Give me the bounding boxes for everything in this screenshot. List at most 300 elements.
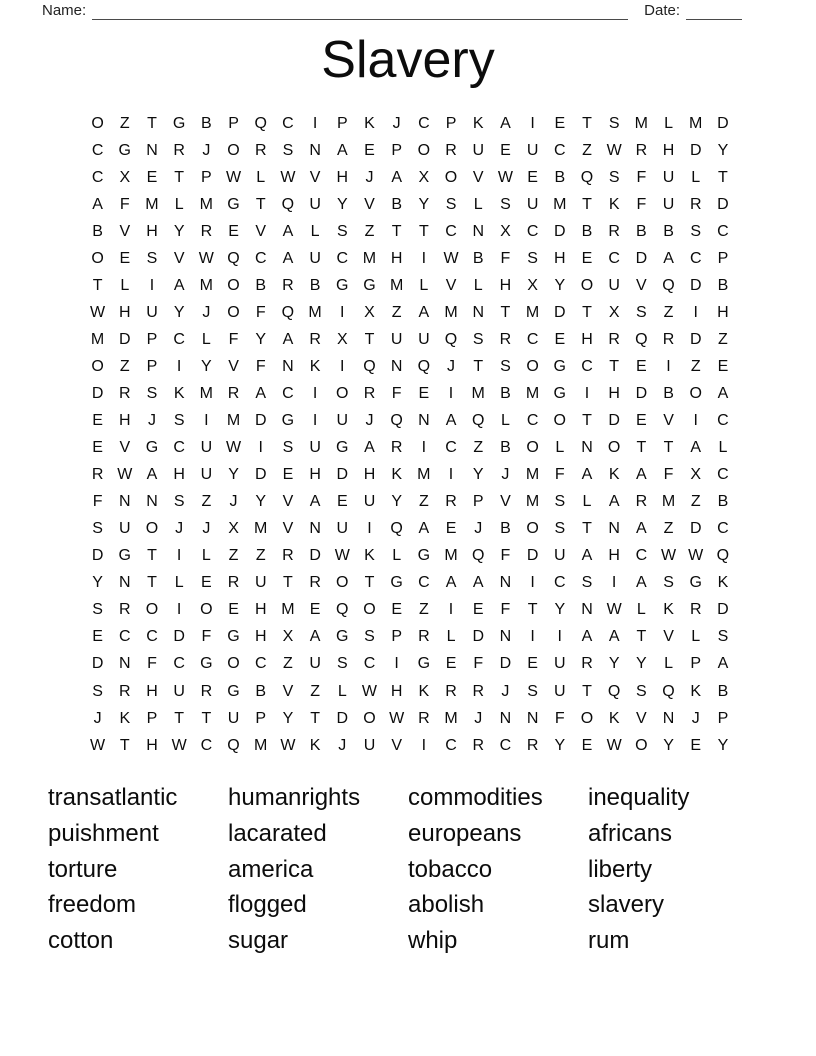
grid-cell: B [717, 276, 729, 294]
word-item: america [228, 855, 314, 883]
grid-cell: V [309, 168, 321, 186]
grid-cell: Z [663, 303, 674, 321]
word-item: freedom [48, 891, 137, 919]
grid-cell: A [445, 574, 457, 592]
grid-cell: L [691, 168, 701, 186]
grid-cell: S [636, 682, 647, 700]
grid-cell: R [472, 682, 484, 700]
grid-cell: U [309, 439, 321, 457]
grid-cell: Y [554, 276, 566, 294]
grid-cell: W [688, 547, 704, 565]
grid-cell: H [608, 384, 620, 402]
grid-cell: V [255, 222, 267, 240]
grid-cell: D [173, 628, 185, 646]
grid-cell: A [309, 628, 321, 646]
grid-cell: I [340, 357, 345, 375]
grid-cell: H [554, 249, 566, 267]
grid-cell: Z [364, 222, 375, 240]
grid-cell: Q [390, 520, 403, 538]
grid-cell: X [418, 168, 430, 186]
grid-cell: H [119, 303, 131, 321]
grid-cell: I [421, 439, 427, 457]
grid-cell: E [228, 601, 239, 619]
grid-cell: F [500, 601, 511, 619]
grid-cell: D [472, 628, 484, 646]
grid-cell: W [443, 249, 459, 267]
grid-cell: R [309, 574, 321, 592]
grid-cell: J [202, 141, 211, 159]
grid-cell: Y [418, 195, 430, 213]
grid-cell: N [499, 709, 512, 727]
grid-cell: F [473, 655, 484, 673]
grid-cell: D [254, 412, 267, 430]
word-item: cotton [48, 927, 114, 955]
grid-cell: O [580, 276, 594, 294]
grid-cell: T [255, 195, 266, 213]
grid-cell: U [254, 574, 267, 592]
grid-cell: S [500, 357, 511, 375]
grid-cell: C [418, 574, 430, 592]
grid-cell: H [173, 466, 185, 484]
name-label: Name: [42, 2, 87, 19]
grid-cell: U [173, 682, 185, 700]
grid-cell: H [119, 412, 131, 430]
grid-cell: Y [282, 709, 294, 727]
grid-cell: M [362, 249, 377, 267]
grid-cell: C [119, 628, 131, 646]
grid-cell: Q [254, 114, 267, 132]
grid-cell: L [392, 547, 402, 565]
grid-cell: P [336, 114, 348, 132]
grid-cell: H [717, 303, 729, 321]
grid-cell: L [174, 574, 184, 592]
grid-cell: A [608, 493, 620, 511]
grid-cell: S [554, 520, 566, 538]
grid-cell: T [364, 574, 375, 592]
grid-cell: D [689, 330, 702, 348]
grid-cell: Y [717, 141, 729, 159]
grid-cell: W [389, 709, 405, 727]
grid-cell: N [282, 357, 294, 375]
grid-cell: E [636, 412, 647, 430]
grid-cell: O [227, 276, 240, 294]
grid-cell: D [254, 466, 267, 484]
grid-cell: Q [390, 412, 403, 430]
grid-cell: R [662, 330, 675, 348]
grid-cell: R [608, 222, 620, 240]
grid-cell: C [608, 249, 620, 267]
grid-cell: E [336, 493, 348, 511]
grid-cell: S [472, 330, 484, 348]
grid-cell: C [282, 114, 294, 132]
grid-cell: C [363, 655, 376, 673]
grid-cell: I [340, 303, 345, 321]
grid-cell: B [554, 168, 566, 186]
grid-cell: Z [418, 493, 429, 511]
grid-cell: V [636, 709, 647, 727]
word-item: lacarated [228, 819, 327, 847]
grid-cell: U [526, 195, 539, 213]
grid-cell: Y [717, 736, 729, 754]
grid-cell: U [309, 655, 321, 673]
grid-cell: M [199, 276, 213, 294]
grid-cell: D [91, 547, 104, 565]
grid-cell: N [119, 574, 131, 592]
grid-cell: M [281, 601, 295, 619]
grid-cell: E [282, 466, 294, 484]
grid-cell: C [445, 222, 457, 240]
grid-cell: C [254, 655, 267, 673]
grid-cell: Y [92, 574, 103, 592]
grid-cell: Z [283, 655, 293, 673]
grid-cell: S [527, 249, 538, 267]
grid-cell: P [391, 141, 402, 159]
date-blank-line [686, 3, 742, 20]
word-item: flogged [228, 891, 307, 919]
grid-cell: X [527, 276, 538, 294]
grid-cell: U [200, 466, 213, 484]
grid-cell: S [173, 412, 185, 430]
grid-cell: C [200, 736, 213, 754]
grid-cell: Y [201, 357, 212, 375]
grid-cell: W [606, 141, 622, 159]
grid-cell: I [176, 357, 182, 375]
grid-cell: B [663, 384, 674, 402]
grid-cell: I [611, 574, 617, 592]
grid-cell: E [391, 601, 402, 619]
grid-cell: A [445, 412, 457, 430]
grid-cell: M [444, 547, 458, 565]
grid-cell: R [499, 330, 512, 348]
grid-cell: A [282, 330, 294, 348]
grid-cell: G [172, 114, 186, 132]
grid-cell: O [417, 141, 431, 159]
grid-cell: Y [228, 466, 239, 484]
grid-cell: O [689, 384, 702, 402]
grid-cell: T [147, 574, 157, 592]
grid-cell: M [254, 520, 268, 538]
grid-cell: N [309, 141, 321, 159]
grid-cell: N [418, 412, 430, 430]
word-list-column [228, 780, 408, 959]
grid-cell: I [530, 574, 535, 592]
grid-cell: N [390, 357, 403, 375]
grid-cell: T [119, 736, 130, 754]
grid-cell: V [636, 276, 647, 294]
word-item: tobacco [408, 855, 493, 883]
grid-cell: C [173, 330, 185, 348]
grid-cell: C [336, 249, 349, 267]
grid-cell: Z [418, 601, 429, 619]
grid-cell: J [93, 709, 102, 727]
grid-cell: W [198, 249, 214, 267]
grid-cell: S [282, 439, 294, 457]
grid-cell: J [691, 709, 700, 727]
grid-cell: W [334, 547, 350, 565]
grid-cell: U [309, 195, 321, 213]
grid-cell: V [119, 222, 131, 240]
word-item: whip [408, 927, 458, 955]
grid-cell: H [146, 736, 158, 754]
grid-cell: O [526, 439, 539, 457]
grid-cell: A [282, 222, 294, 240]
grid-cell: I [448, 384, 454, 402]
grid-cell: T [310, 709, 320, 727]
grid-cell: X [690, 466, 702, 484]
grid-cell: A [418, 520, 430, 538]
grid-cell: Z [228, 547, 239, 565]
grid-cell: W [225, 168, 242, 186]
grid-cell: J [501, 682, 510, 700]
grid-cell: A [92, 195, 103, 213]
grid-cell: S [554, 493, 566, 511]
grid-cell: H [499, 276, 512, 294]
grid-cell: A [636, 466, 647, 484]
grid-cell: J [501, 466, 510, 484]
grid-cell: D [635, 249, 648, 267]
grid-cell: U [119, 520, 131, 538]
grid-cell: X [228, 520, 239, 538]
grid-cell: K [608, 195, 620, 213]
grid-cell: S [364, 628, 375, 646]
grid-cell: A [608, 628, 620, 646]
grid-cell: T [391, 222, 402, 240]
grid-cell: M [226, 412, 241, 430]
grid-cell: N [608, 520, 620, 538]
grid-cell: Y [336, 195, 348, 213]
grid-cell: T [609, 357, 620, 375]
grid-cell: T [473, 357, 484, 375]
grid-cell: I [258, 439, 263, 457]
grid-cell: N [662, 709, 675, 727]
grid-cell: M [689, 114, 703, 132]
grid-cell: E [636, 357, 647, 375]
grid-cell: V [445, 276, 457, 294]
grid-cell: H [146, 222, 158, 240]
grid-cell: Z [718, 330, 728, 348]
grid-cell: S [690, 222, 702, 240]
grid-cell: E [472, 601, 484, 619]
grid-cell: Y [472, 466, 484, 484]
grid-cell: A [364, 439, 375, 457]
grid-cell: O [526, 520, 539, 538]
grid-cell: L [500, 412, 510, 430]
grid-cell: M [308, 303, 322, 321]
grid-cell: Y [663, 736, 674, 754]
grid-cell: K [717, 574, 729, 592]
grid-cell: X [119, 168, 131, 186]
grid-cell: I [530, 628, 535, 646]
puzzle-title: Slavery [321, 31, 495, 89]
grid-cell: V [173, 249, 185, 267]
grid-cell: Y [173, 303, 185, 321]
grid-cell: E [228, 222, 239, 240]
grid-cell: P [717, 709, 729, 727]
grid-cell: U [554, 547, 566, 565]
grid-cell: G [553, 384, 566, 402]
grid-cell: R [119, 384, 131, 402]
grid-cell: D [554, 303, 566, 321]
grid-cell: Q [444, 330, 458, 348]
grid-cell: T [500, 303, 511, 321]
grid-cell: I [421, 249, 427, 267]
grid-cell: L [120, 276, 130, 294]
grid-cell: J [447, 357, 456, 375]
grid-cell: W [117, 466, 133, 484]
grid-cell: O [227, 141, 240, 159]
grid-cell: N [526, 709, 539, 727]
grid-cell: K [391, 466, 402, 484]
grid-cell: W [90, 736, 106, 754]
grid-cell: E [717, 357, 729, 375]
grid-cell: F [92, 493, 103, 511]
grid-cell: L [419, 276, 429, 294]
grid-cell: O [635, 736, 648, 754]
grid-cell: A [418, 303, 430, 321]
grid-cell: I [367, 520, 372, 538]
grid-cell: T [718, 168, 728, 186]
grid-cell: C [717, 466, 729, 484]
word-item: liberty [588, 855, 653, 883]
grid-cell: J [365, 412, 374, 430]
grid-cell: U [608, 276, 620, 294]
grid-cell: R [227, 574, 240, 592]
grid-cell: K [418, 682, 430, 700]
grid-cell: L [201, 547, 211, 565]
grid-cell: P [201, 168, 212, 186]
grid-cell: M [471, 384, 485, 402]
grid-cell: F [636, 195, 647, 213]
grid-cell: Z [473, 439, 484, 457]
grid-cell: O [145, 601, 159, 619]
grid-cell: B [500, 384, 511, 402]
grid-cell: D [635, 384, 648, 402]
word-item: humanrights [228, 784, 361, 811]
grid-cell: K [608, 466, 620, 484]
grid-cell: E [445, 655, 457, 673]
grid-cell: T [582, 412, 592, 430]
grid-cell: T [147, 547, 157, 565]
grid-cell: O [363, 709, 376, 727]
grid-cell: J [202, 520, 211, 538]
grid-cell: P [255, 709, 267, 727]
grid-cell: H [336, 168, 349, 186]
grid-cell: D [499, 655, 512, 673]
grid-cell: I [448, 601, 454, 619]
grid-cell: M [145, 195, 159, 213]
grid-cell: G [336, 276, 349, 294]
grid-cell: Z [391, 303, 402, 321]
grid-cell: G [336, 439, 349, 457]
grid-cell: U [390, 330, 403, 348]
grid-cell: P [146, 709, 158, 727]
grid-cell: B [717, 493, 729, 511]
grid-cell: K [309, 357, 321, 375]
grid-cell: W [497, 168, 513, 186]
grid-cell: R [418, 709, 430, 727]
grid-cell: L [582, 493, 592, 511]
grid-cell: L [691, 628, 701, 646]
grid-cell: Z [119, 114, 130, 132]
grid-cell: S [92, 601, 103, 619]
grid-cell: U [662, 195, 675, 213]
grid-cell: J [474, 709, 483, 727]
grid-cell: G [390, 574, 403, 592]
grid-cell: M [199, 384, 213, 402]
grid-cell: C [717, 222, 729, 240]
grid-cell: L [718, 439, 728, 457]
grid-cell: O [227, 303, 240, 321]
grid-cell: A [690, 439, 702, 457]
letter-grid [84, 110, 737, 759]
grid-cell: D [689, 520, 702, 538]
grid-cell: C [689, 249, 702, 267]
grid-cell: I [693, 303, 698, 321]
grid-cell: R [608, 330, 620, 348]
grid-cell: O [580, 709, 594, 727]
grid-cell: D [554, 222, 566, 240]
grid-cell: U [336, 520, 349, 538]
grid-cell: U [363, 493, 376, 511]
grid-cell: A [255, 384, 267, 402]
grid-cell: M [525, 303, 540, 321]
grid-cell: R [173, 141, 185, 159]
grid-cell: K [119, 709, 131, 727]
grid-cell: S [581, 574, 593, 592]
grid-cell: E [201, 574, 212, 592]
grid-cell: B [255, 682, 267, 700]
grid-cell: L [473, 276, 483, 294]
grid-cell: D [689, 276, 702, 294]
grid-cell: C [173, 655, 185, 673]
grid-cell: D [119, 330, 131, 348]
grid-cell: Q [417, 357, 431, 375]
grid-cell: C [581, 357, 593, 375]
grid-cell: C [554, 141, 566, 159]
grid-cell: V [663, 412, 674, 430]
grid-cell: S [608, 114, 620, 132]
grid-cell: T [364, 330, 375, 348]
word-item: abolish [408, 891, 485, 919]
grid-cell: J [365, 168, 374, 186]
grid-cell: D [91, 655, 104, 673]
grid-cell: B [201, 114, 212, 132]
word-item: puishment [48, 819, 159, 847]
grid-cell: T [636, 628, 647, 646]
grid-cell: C [173, 439, 185, 457]
grid-cell: C [554, 574, 566, 592]
grid-cell: C [91, 141, 104, 159]
grid-cell: D [336, 709, 349, 727]
grid-cell: M [634, 114, 648, 132]
grid-cell: O [363, 601, 376, 619]
grid-cell: Z [255, 547, 266, 565]
grid-cell: R [282, 276, 294, 294]
grid-cell: Y [554, 736, 566, 754]
grid-cell: Q [281, 195, 295, 213]
grid-cell: O [336, 574, 349, 592]
grid-cell: T [582, 303, 592, 321]
grid-cell: G [553, 357, 566, 375]
grid-cell: J [175, 520, 184, 538]
grid-cell: Q [662, 682, 675, 700]
grid-cell: O [444, 168, 458, 186]
grid-cell: U [526, 141, 539, 159]
grid-cell: T [582, 682, 592, 700]
grid-cell: V [282, 682, 294, 700]
grid-cell: V [500, 493, 511, 511]
grid-cell: G [227, 195, 240, 213]
